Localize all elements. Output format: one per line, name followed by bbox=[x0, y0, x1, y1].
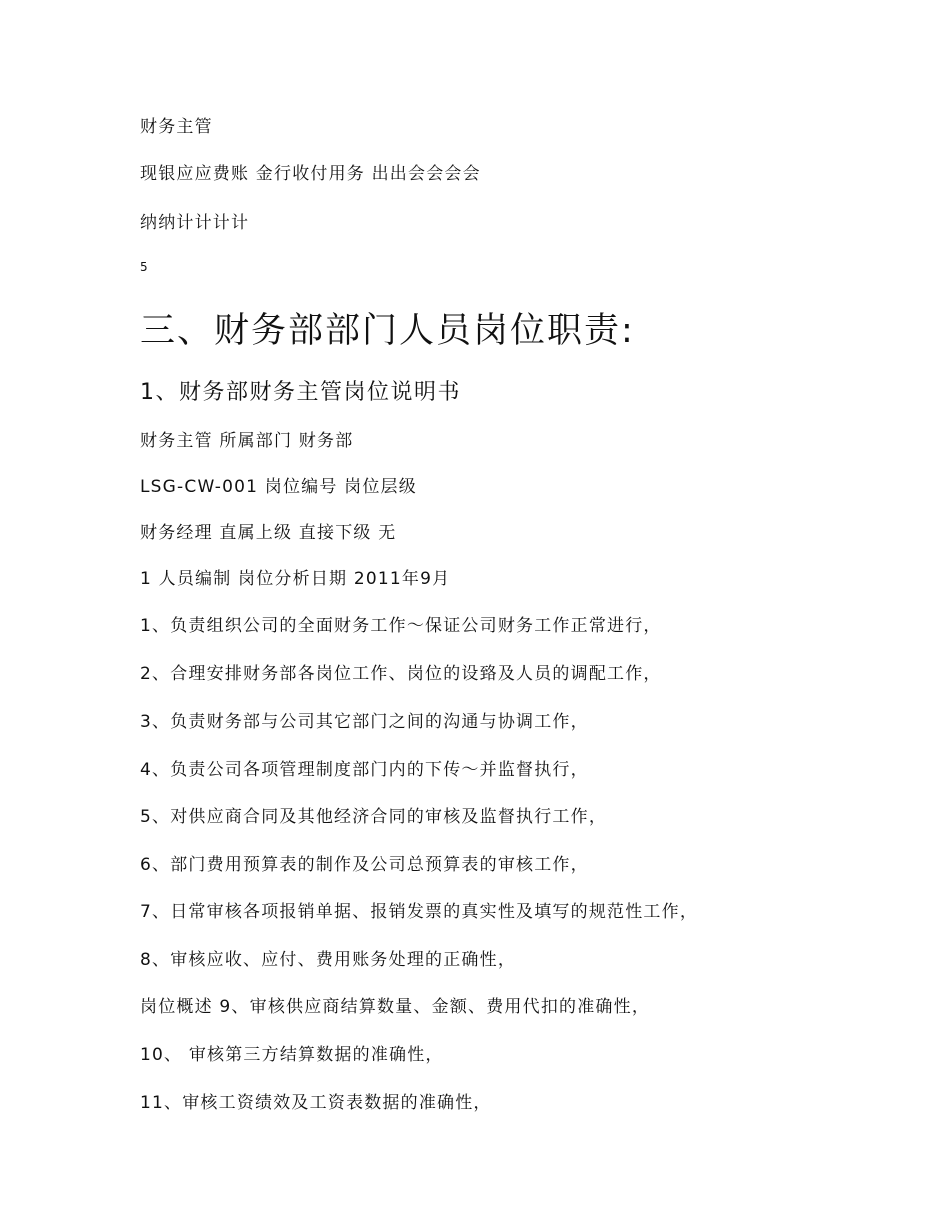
job-info-line: LSG-CW-001 岗位编号 岗位层级 bbox=[140, 477, 417, 497]
duty-item: 10、 审核第三方结算数据的准确性， bbox=[140, 1045, 444, 1065]
job-info-line: 财务经理 直属上级 直接下级 无 bbox=[140, 523, 397, 543]
duty-item: 2、合理安排财务部各岗位工作、岗位的设臵及人员的调配工作， bbox=[140, 664, 662, 684]
page-number: 5 bbox=[140, 260, 149, 274]
duty-item: 8、审核应收、应付、费用账务处理的正确性， bbox=[140, 950, 517, 970]
header-line-1: 财务主管 bbox=[140, 117, 213, 137]
header-line-3: 纳纳计计计计 bbox=[140, 213, 250, 233]
duty-item: 6、部门费用预算表的制作及公司总预算表的审核工作， bbox=[140, 855, 589, 875]
duty-item: 4、负责公司各项管理制度部门内的下传～并监督执行， bbox=[140, 760, 589, 780]
job-info-line: 财务主管 所属部门 财务部 bbox=[140, 431, 354, 451]
duty-item: 5、对供应商合同及其他经济合同的审核及监督执行工作， bbox=[140, 807, 608, 827]
duty-item: 3、负责财务部与公司其它部门之间的沟通与协调工作， bbox=[140, 712, 589, 732]
duty-item: 1、负责组织公司的全面财务工作～保证公司财务工作正常进行， bbox=[140, 616, 662, 636]
duty-item: 11、审核工资绩效及工资表数据的准确性， bbox=[140, 1093, 492, 1113]
section-title: 三、财务部部门人员岗位职责: bbox=[140, 311, 635, 351]
duty-item: 岗位概述 9、审核供应商结算数量、金额、费用代扣的准确性， bbox=[140, 997, 651, 1017]
duty-item: 7、日常审核各项报销单据、报销发票的真实性及填写的规范性工作， bbox=[140, 902, 699, 922]
header-line-2: 现银应应费账 金行收付用务 出出会会会会 bbox=[140, 164, 481, 184]
section-subtitle: 1、财务部财务主管岗位说明书 bbox=[140, 380, 461, 405]
job-info-line: 1 人员编制 岗位分析日期 2011年9月 bbox=[140, 569, 451, 589]
